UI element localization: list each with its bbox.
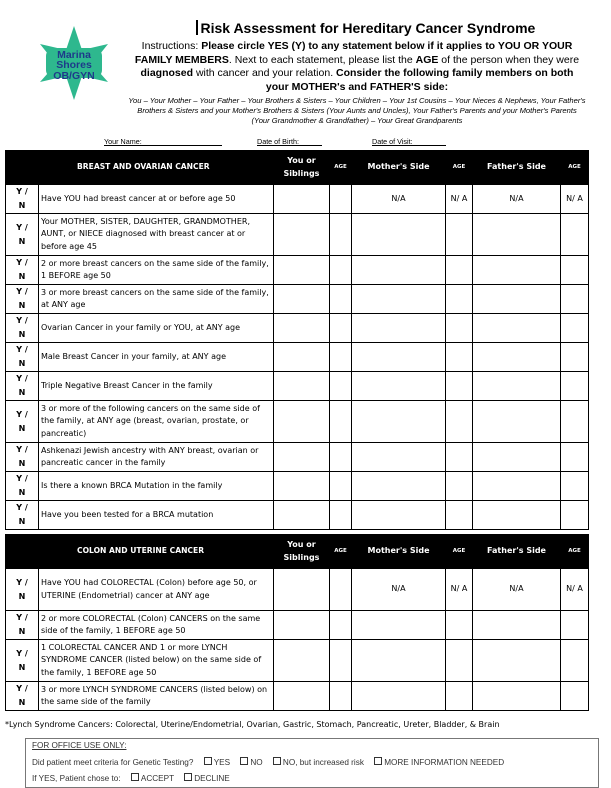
you-age-cell[interactable] [330, 401, 352, 443]
office-heading: FOR OFFICE USE ONLY: [32, 741, 127, 750]
question-text: Is there a known BRCA Mutation in the family [39, 472, 274, 501]
mother-age-cell[interactable] [446, 343, 473, 372]
father-age-cell[interactable] [561, 214, 589, 256]
yes-option[interactable]: Y / [16, 503, 28, 512]
question-row [6, 314, 589, 343]
yes-option[interactable]: Y / [16, 222, 28, 232]
father-side-cell[interactable] [473, 343, 561, 372]
question-row [6, 569, 589, 611]
question-row [6, 443, 589, 472]
col-age-header: AGE [561, 151, 589, 185]
yes-option[interactable]: Y / [16, 374, 28, 383]
you-siblings-cell[interactable] [274, 472, 330, 501]
yes-option[interactable]: Y / [16, 187, 28, 196]
no-option[interactable]: N [18, 488, 26, 497]
yes-option[interactable]: Y / [16, 445, 28, 454]
question-row [6, 285, 589, 314]
you-siblings-cell[interactable] [274, 640, 330, 682]
yes-no-choice[interactable] [6, 401, 39, 443]
mother-side-cell[interactable] [352, 472, 446, 501]
mother-side-cell[interactable] [352, 214, 446, 256]
col-age-header: AGE [561, 535, 589, 569]
question-row [6, 372, 589, 401]
mother-age-cell[interactable] [446, 256, 473, 285]
no-option[interactable]: N [18, 330, 26, 339]
form-title: Risk Assessment for Hereditary Cancer Syndrome [196, 20, 535, 36]
mother-side-cell: N/A [352, 185, 446, 214]
mother-age-cell[interactable] [446, 401, 473, 443]
father-side-cell[interactable] [473, 682, 561, 711]
you-age-cell[interactable] [330, 682, 352, 711]
father-age-cell[interactable] [561, 501, 589, 530]
name-field[interactable] [104, 137, 222, 146]
dob-field[interactable] [257, 137, 322, 146]
father-age-cell[interactable] [561, 314, 589, 343]
yes-option[interactable]: Y / [16, 287, 28, 296]
criteria-question: Did patient meet criteria for Genetic Testing? YES NO NO, but increased risk MORE INFORMATION NEEDED [32, 758, 505, 767]
you-age-cell[interactable] [330, 314, 352, 343]
mother-age-cell[interactable] [446, 640, 473, 682]
mother-age-cell[interactable] [446, 372, 473, 401]
you-siblings-cell[interactable] [274, 214, 330, 256]
you-age-cell[interactable] [330, 611, 352, 640]
yes-option[interactable]: Y / [16, 409, 28, 419]
mother-age-cell[interactable] [446, 214, 473, 256]
you-siblings-cell[interactable] [274, 443, 330, 472]
decline-checkbox[interactable] [184, 773, 192, 781]
father-age-cell[interactable] [561, 640, 589, 682]
svg-text:OB/GYN: OB/GYN [53, 70, 95, 82]
father-age-cell[interactable] [561, 343, 589, 372]
you-siblings-cell[interactable] [274, 343, 330, 372]
col-mother-header: Mother's Side [352, 535, 446, 569]
father-side-cell[interactable] [473, 472, 561, 501]
you-siblings-cell[interactable] [274, 401, 330, 443]
no-option[interactable]: N [18, 236, 26, 246]
no-option[interactable]: N [18, 459, 26, 468]
father-side-cell[interactable] [473, 640, 561, 682]
no-option[interactable]: N [18, 627, 26, 636]
you-siblings-cell[interactable] [274, 256, 330, 285]
father-age-cell[interactable] [561, 401, 589, 443]
lynch-footnote: *Lynch Syndrome Cancers: Colorectal, Uterine/Endometrial, Ovarian, Gastric, Stomach, Pancreatic, Ureter, Bladder, & Brain [5, 720, 500, 729]
you-siblings-cell[interactable] [274, 682, 330, 711]
you-age-cell[interactable] [330, 443, 352, 472]
mother-age-cell[interactable] [446, 314, 473, 343]
father-age-cell[interactable] [561, 472, 589, 501]
yes-no-choice[interactable] [6, 256, 39, 285]
you-siblings-cell[interactable] [274, 314, 330, 343]
you-siblings-cell[interactable] [274, 569, 330, 611]
office-use-box [25, 738, 599, 788]
you-age-cell[interactable] [330, 569, 352, 611]
question-text: 1 COLORECTAL CANCER AND 1 or more LYNCH SYNDROME CANCER (listed below) on the same side of the family, 1 BEFORE age 50 [39, 640, 274, 682]
yes-no-choice[interactable] [6, 501, 39, 530]
father-side-cell: N/A [473, 185, 561, 214]
mother-age-cell: N/ A [446, 185, 473, 214]
father-age-cell: N/ A [561, 569, 589, 611]
you-age-cell[interactable] [330, 372, 352, 401]
question-text: Triple Negative Breast Cancer in the family [39, 372, 274, 401]
relatives-list: You – Your Mother – Your Father – Your Brothers & Sisters – Your Children – Your 1st Cousins – Your Nieces & Nephews, Your Father's Brothers & Sisters and your Mother's Brothers & Sisters (Your Aunts and Uncles), Your Father's Parents and your Mother's Parents (Your Grandmother & Grandfather) – Your Great Grandparents [128, 96, 586, 125]
more-info-checkbox[interactable] [374, 757, 382, 765]
no-option[interactable]: N [18, 698, 26, 707]
father-side-cell[interactable] [473, 501, 561, 530]
father-age-cell[interactable] [561, 682, 589, 711]
yes-option[interactable]: Y / [16, 577, 28, 587]
mother-side-cell[interactable] [352, 256, 446, 285]
you-age-cell[interactable] [330, 285, 352, 314]
father-age-cell[interactable] [561, 372, 589, 401]
question-text: Have YOU had breast cancer at or before age 50 [39, 185, 274, 214]
you-age-cell[interactable] [330, 214, 352, 256]
col-you-header: You or Siblings [274, 151, 330, 185]
father-side-cell[interactable] [473, 401, 561, 443]
col-you-header: You or Siblings [274, 535, 330, 569]
question-row [6, 214, 589, 256]
yes-no-choice[interactable] [6, 611, 39, 640]
mother-age-cell[interactable] [446, 501, 473, 530]
yes-option[interactable]: Y / [16, 258, 28, 267]
mother-side-cell[interactable] [352, 343, 446, 372]
patient-info-line [0, 137, 611, 149]
mother-side-cell[interactable] [352, 314, 446, 343]
you-siblings-cell[interactable] [274, 501, 330, 530]
col-age-header: AGE [330, 535, 352, 569]
yes-option[interactable]: Y / [16, 648, 28, 658]
accept-checkbox[interactable] [131, 773, 139, 781]
question-text: 2 or more COLORECTAL (Colon) CANCERS on the same side of the family, 1 BEFORE age 50 [39, 611, 274, 640]
breast-ovarian-table [5, 150, 589, 530]
yes-no-choice[interactable] [6, 285, 39, 314]
question-row [6, 472, 589, 501]
no-option[interactable]: N [18, 201, 26, 210]
question-text: Ashkenazi Jewish ancestry with ANY breast, ovarian or pancreatic cancer in the family [39, 443, 274, 472]
yes-option[interactable]: Y / [16, 345, 28, 354]
question-row [6, 640, 589, 682]
instructions: Instructions: Please circle YES (Y) to any statement below if it applies to YOU OR YOUR FAMILY MEMBERS. Next to each statement, please list the AGE of the person when they were diagnosed with cancer and your relation. Consider the following family members on both your MOTHER's and FATHER'S side: [134, 40, 580, 93]
mother-side-cell[interactable] [352, 285, 446, 314]
mother-side-cell[interactable] [352, 401, 446, 443]
question-row [6, 682, 589, 711]
father-side-cell[interactable] [473, 214, 561, 256]
section-title: BREAST AND OVARIAN CANCER [39, 151, 274, 185]
yes-no-choice[interactable] [6, 443, 39, 472]
you-siblings-cell[interactable] [274, 185, 330, 214]
dob-label: Date of Birth: [257, 137, 299, 146]
no-option[interactable]: N [18, 359, 26, 368]
visit-label: Date of Visit: [372, 137, 413, 146]
section-header [6, 535, 589, 569]
name-label: Your Name: [104, 137, 142, 146]
colon-uterine-table [5, 534, 589, 711]
question-text: 3 or more breast cancers on the same side of the family, at ANY age [39, 285, 274, 314]
col-age-header: AGE [330, 151, 352, 185]
question-text: Male Breast Cancer in your family, at ANY age [39, 343, 274, 372]
col-father-header: Father's Side [473, 535, 561, 569]
mother-age-cell[interactable] [446, 472, 473, 501]
yes-no-choice[interactable] [6, 343, 39, 372]
patient-choice: If YES, Patient chose to: ACCEPT DECLINE [32, 774, 230, 783]
you-age-cell[interactable] [330, 343, 352, 372]
question-row [6, 185, 589, 214]
section-title: COLON AND UTERINE CANCER [39, 535, 274, 569]
question-text: 3 or more LYNCH SYNDROME CANCERS (listed below) on the same side of the family [39, 682, 274, 711]
yes-checkbox[interactable] [204, 757, 212, 765]
no-option[interactable]: N [18, 301, 26, 310]
yes-option[interactable]: Y / [16, 316, 28, 325]
mother-age-cell[interactable] [446, 611, 473, 640]
father-age-cell[interactable] [561, 611, 589, 640]
no-option[interactable]: N [18, 423, 26, 433]
you-age-cell[interactable] [330, 472, 352, 501]
question-text: 2 or more breast cancers on the same side of the family, 1 BEFORE age 50 [39, 256, 274, 285]
svg-text:Marina: Marina [57, 49, 91, 61]
mother-side-cell[interactable] [352, 443, 446, 472]
visit-field[interactable] [372, 137, 446, 146]
father-side-cell[interactable] [473, 611, 561, 640]
you-age-cell[interactable] [330, 501, 352, 530]
section-header [6, 151, 589, 185]
col-father-header: Father's Side [473, 151, 561, 185]
mother-age-cell[interactable] [446, 682, 473, 711]
no-increased-risk-checkbox[interactable] [273, 757, 281, 765]
question-row [6, 343, 589, 372]
no-checkbox[interactable] [240, 757, 248, 765]
yes-no-choice[interactable] [6, 640, 39, 682]
question-text: 3 or more of the following cancers on the same side of the family, at ANY age (breast, ovarian, prostate, or pancreatic) [39, 401, 274, 443]
marina-shores-logo [34, 22, 114, 102]
yes-no-choice[interactable] [6, 682, 39, 711]
question-row [6, 611, 589, 640]
mother-side-cell[interactable] [352, 682, 446, 711]
yes-option[interactable]: Y / [16, 684, 28, 693]
mother-age-cell: N/ A [446, 569, 473, 611]
father-side-cell[interactable] [473, 256, 561, 285]
col-age-header: AGE [446, 535, 473, 569]
question-text: Have YOU had COLORECTAL (Colon) before age 50, or UTERINE (Endometrial) cancer at ANY age [39, 569, 274, 611]
col-mother-header: Mother's Side [352, 151, 446, 185]
yes-no-choice[interactable] [6, 472, 39, 501]
you-siblings-cell[interactable] [274, 372, 330, 401]
mother-side-cell[interactable] [352, 501, 446, 530]
no-option[interactable]: N [18, 388, 26, 397]
yes-no-choice[interactable] [6, 372, 39, 401]
father-age-cell[interactable] [561, 443, 589, 472]
father-side-cell[interactable] [473, 372, 561, 401]
father-side-cell[interactable] [473, 285, 561, 314]
mother-side-cell[interactable] [352, 640, 446, 682]
mother-side-cell[interactable] [352, 372, 446, 401]
father-side-cell[interactable] [473, 314, 561, 343]
father-age-cell: N/ A [561, 185, 589, 214]
svg-text:Shores: Shores [56, 59, 92, 71]
father-side-cell: N/A [473, 569, 561, 611]
father-age-cell[interactable] [561, 256, 589, 285]
mother-side-cell[interactable] [352, 611, 446, 640]
yes-option[interactable]: Y / [16, 474, 28, 483]
father-age-cell[interactable] [561, 285, 589, 314]
you-age-cell[interactable] [330, 185, 352, 214]
question-text: Your MOTHER, SISTER, DAUGHTER, GRANDMOTHER, AUNT, or NIECE diagnosed with breast cancer at or before age 45 [39, 214, 274, 256]
you-age-cell[interactable] [330, 640, 352, 682]
question-row [6, 501, 589, 530]
question-row [6, 256, 589, 285]
no-option[interactable]: N [18, 591, 26, 601]
you-siblings-cell[interactable] [274, 611, 330, 640]
mother-side-cell: N/A [352, 569, 446, 611]
no-option[interactable]: N [18, 272, 26, 281]
no-option[interactable]: N [18, 662, 26, 672]
you-siblings-cell[interactable] [274, 285, 330, 314]
yes-no-choice[interactable] [6, 314, 39, 343]
yes-option[interactable]: Y / [16, 613, 28, 622]
you-age-cell[interactable] [330, 256, 352, 285]
no-option[interactable]: N [18, 517, 26, 526]
mother-age-cell[interactable] [446, 443, 473, 472]
mother-age-cell[interactable] [446, 285, 473, 314]
col-age-header: AGE [446, 151, 473, 185]
yes-no-choice[interactable] [6, 214, 39, 256]
question-row [6, 401, 589, 443]
yes-no-choice[interactable] [6, 569, 39, 611]
yes-no-choice[interactable] [6, 185, 39, 214]
question-text: Ovarian Cancer in your family or YOU, at ANY age [39, 314, 274, 343]
father-side-cell[interactable] [473, 443, 561, 472]
question-text: Have you been tested for a BRCA mutation [39, 501, 274, 530]
